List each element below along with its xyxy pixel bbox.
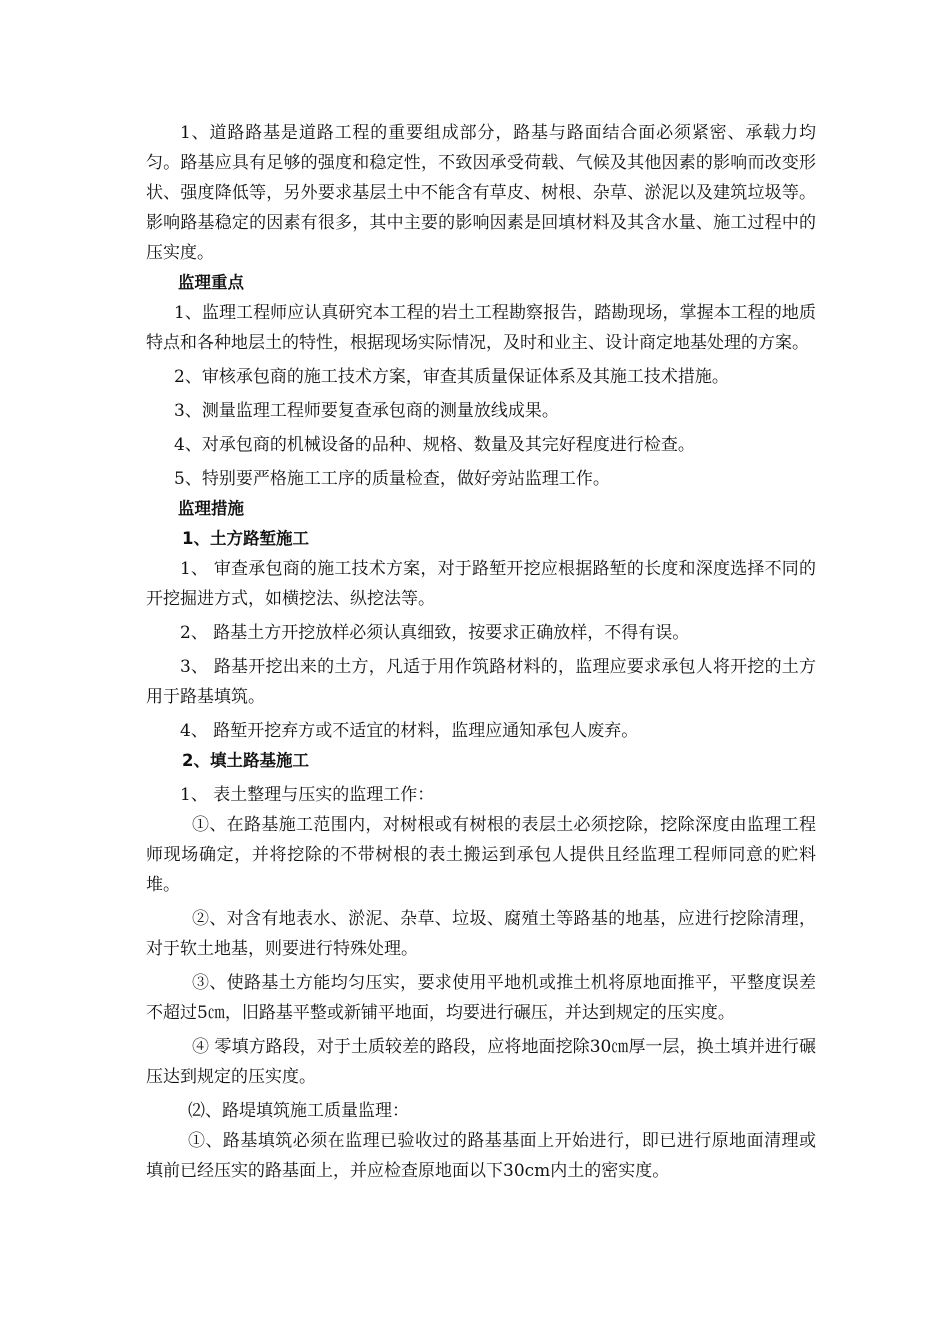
key-point-3: 3、测量监理工程师要复查承包商的测量放线成果。 [174, 401, 559, 421]
section2-sub2: ⑵、路堤填筑施工质量监理： [188, 1101, 409, 1121]
section2-sub1: 1、 表土整理与压实的监理工作： [180, 785, 435, 805]
section1-item-2: 2、 路基土方开挖放样必须认真细致，按要求正确放样，不得有误。 [180, 623, 690, 643]
key-point-1: 1、监理工程师应认真研究本工程的岩土工程勘察报告，踏勘现场，掌握本工程的地质特点和各种地层土的特性，根据现场实际情况，及时和业主、设计商定地基处理的方案。 [146, 303, 816, 353]
key-points-heading: 监理重点 [178, 273, 244, 292]
section2-item2-1: ①、路基填筑必须在监理已验收过的路基基面上开始进行，即已进行原地面清理或填前已经压实的路基面上，并应检查原地面以下30cm内土的密实度。 [146, 1131, 816, 1181]
key-point-2: 2、审核承包商的施工技术方案，审查其质量保证体系及其施工技术措施。 [174, 367, 729, 387]
section2-item-4: ④ 零填方路段，对于土质较差的路段，应将地面挖除30㎝厚一层，换土填并进行碾压达到规定的压实度。 [146, 1037, 816, 1087]
measures-heading: 监理措施 [178, 499, 244, 518]
section1-item-1: 1、 审查承包商的施工技术方案，对于路堑开挖应根据路堑的长度和深度选择不同的开挖掘进方式，如横挖法、纵挖法等。 [146, 559, 816, 609]
section1-heading: 1、土方路堑施工 [182, 529, 309, 548]
key-point-5: 5、特别要严格施工工序的质量检查，做好旁站监理工作。 [174, 469, 610, 489]
section2-item-3: ③、使路基土方能均匀压实，要求使用平地机或推土机将原地面推平，平整度误差不超过5㎝，旧路基平整或新铺平地面，均要进行碾压，并达到规定的压实度。 [146, 973, 816, 1023]
section2-heading: 2、填土路基施工 [182, 751, 309, 770]
document-page [146, 118, 816, 1186]
section1-item-4: 4、 路堑开挖弃方或不适宜的材料，监理应通知承包人废弃。 [180, 721, 639, 741]
key-point-4: 4、对承包商的机械设备的品种、规格、数量及其完好程度进行检查。 [174, 435, 695, 455]
section2-item-1: ①、在路基施工范围内，对树根或有树根的表层土必须挖除，挖除深度由监理工程师现场确定，并将挖除的不带树根的表土搬运到承包人提供且经监理工程师同意的贮料堆。 [146, 815, 816, 895]
section1-item-3: 3、 路基开挖出来的土方，凡适于用作筑路材料的，监理应要求承包人将开挖的土方用于路基填筑。 [146, 657, 816, 707]
section2-item-2: ②、对含有地表水、淤泥、杂草、垃圾、腐殖土等路基的地基，应进行挖除清理，对于软土地基，则要进行特殊处理。 [146, 909, 816, 959]
intro-paragraph: 1、道路路基是道路工程的重要组成部分，路基与路面结合面必须紧密、承载力均匀。路基应具有足够的强度和稳定性，不致因承受荷载、气候及其他因素的影响而改变形状、强度降低等，另外要求基层土中不能含有草皮、树根、杂草、淤泥以及建筑垃圾等。影响路基稳定的因素有很多，其中主要的影响因素是回填材料及其含水量、施工过程中的压实度。 [146, 123, 816, 263]
